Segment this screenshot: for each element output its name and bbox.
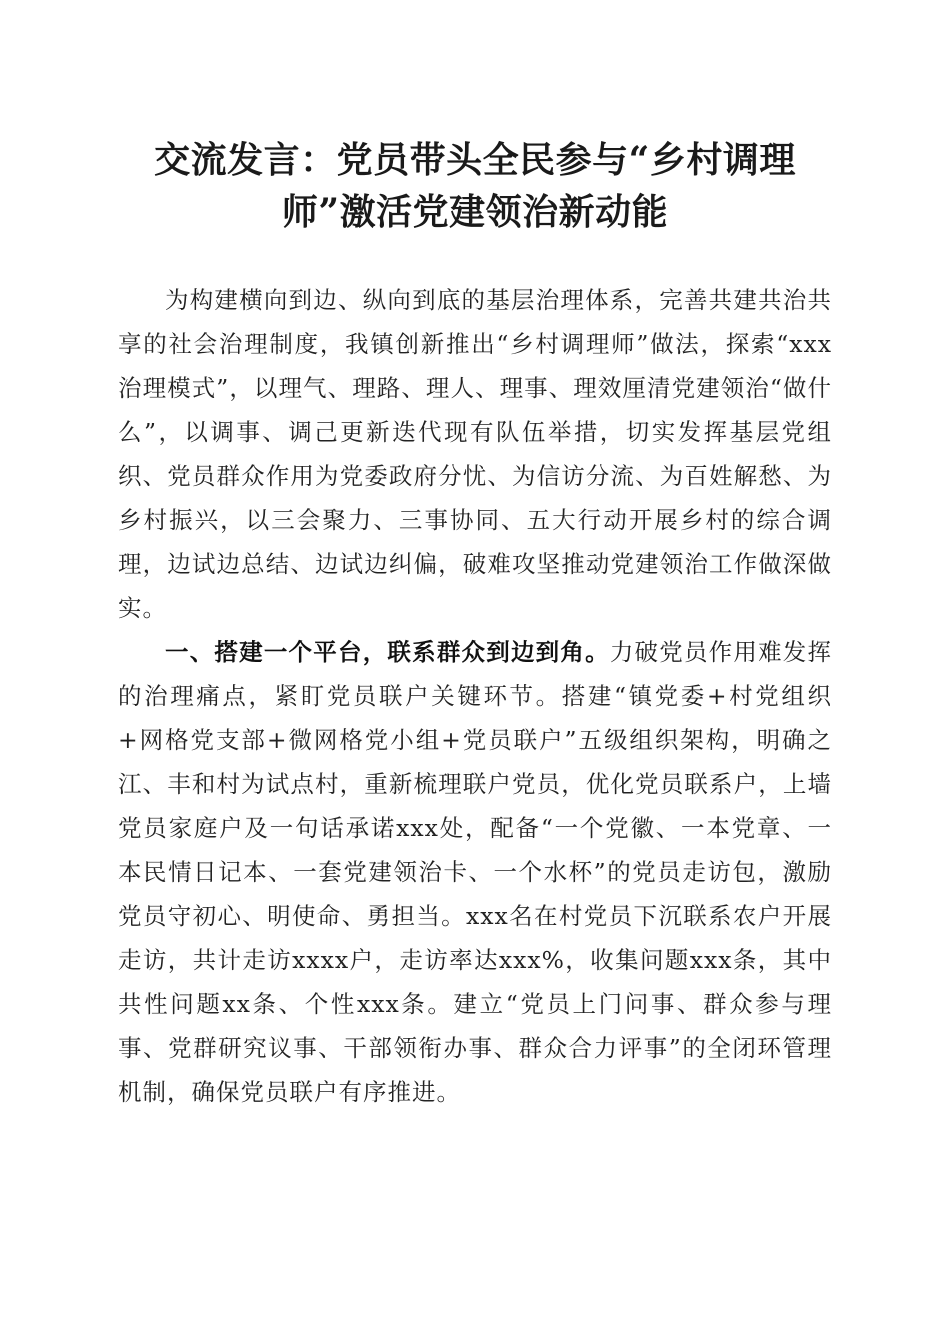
section-1-heading: 一、搭建一个平台，联系群众到边到角。 [165,638,610,666]
document-body [118,278,832,1114]
document-title [100,134,850,238]
title-line-2: 师”激活党建领治新动能 [281,191,669,233]
section-1-text: 力破党员作用难发挥的治理痛点，紧盯党员联户关键环节。搭建“镇党委+村党组织+网格党支部+微网格党小组+党员联户”五级组织架构，明确之江、丰和村为试点村，重新梳理联户党员，优化党员联系户，上墙党员家庭户及一句话承诺xxx处，配备“一个党徽、一本党章、一本民情日记本、一套党建领治卡、一个水杯”的党员走访包，激励党员守初心、明使命、勇担当。xxx名在村党员下沉联系农户开展走访，共计走访xxxx户，走访率达xxx%，收集问题xxx条，其中共性问题xx条、个性xxx条。建立“党员上门问事、群众参与理事、党群研究议事、干部领衔办事、群众合力评事”的全闭环管理机制，确保党员联户有序推进。 [118,638,833,1106]
title-line-1: 交流发言：党员带头全民参与“乡村调理 [154,139,796,181]
paragraph-intro [118,278,832,630]
paragraph-section-1 [118,630,832,1114]
paragraph-intro-text: 为构建横向到边、纵向到底的基层治理体系，完善共建共治共享的社会治理制度，我镇创新推出“乡村调理师”做法，探索“xxx治理模式”，以理气、理路、理人、理事、理效厘清党建领治“做什么”，以调事、调己更新迭代现有队伍举措，切实发挥基层党组织、党员群众作用为党委政府分忧、为信访分流、为百姓解愁、为乡村振兴，以三会聚力、三事协同、五大行动开展乡村的综合调理，边试边总结、边试边纠偏，破难攻坚推动党建领治工作做深做实。 [118,286,832,622]
